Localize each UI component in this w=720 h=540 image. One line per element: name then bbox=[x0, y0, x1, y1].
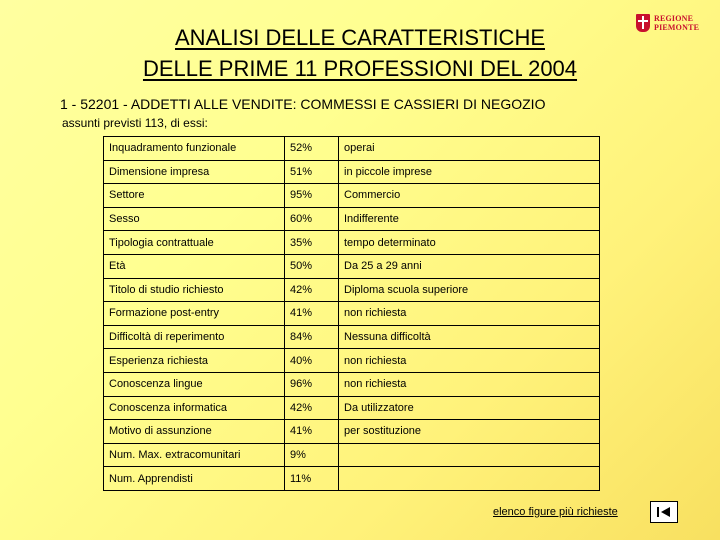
title-line-1: ANALISI DELLE CARATTERISTICHE bbox=[174, 25, 545, 50]
title-line-2: DELLE PRIME 11 PROFESSIONI DEL 2004 bbox=[142, 56, 578, 81]
row-label: Inquadramento funzionale bbox=[104, 137, 285, 161]
row-percent: 41% bbox=[285, 302, 339, 326]
table-row bbox=[104, 467, 600, 491]
row-value: non richiesta bbox=[339, 349, 600, 373]
row-percent: 51% bbox=[285, 160, 339, 184]
row-label: Conoscenza informatica bbox=[104, 396, 285, 420]
logo-text: REGIONE PIEMONTE bbox=[654, 14, 700, 32]
row-value: non richiesta bbox=[339, 302, 600, 326]
row-percent: 60% bbox=[285, 207, 339, 231]
row-value: Diploma scuola superiore bbox=[339, 278, 600, 302]
logo-shield-icon bbox=[636, 14, 650, 32]
first-slide-button[interactable] bbox=[650, 501, 678, 523]
row-label: Formazione post-entry bbox=[104, 302, 285, 326]
table-row bbox=[104, 443, 600, 467]
table-row bbox=[104, 325, 600, 349]
row-percent: 42% bbox=[285, 278, 339, 302]
row-percent: 84% bbox=[285, 325, 339, 349]
row-value: per sostituzione bbox=[339, 420, 600, 444]
row-label: Conoscenza lingue bbox=[104, 372, 285, 396]
row-label: Titolo di studio richiesto bbox=[104, 278, 285, 302]
table-row bbox=[104, 231, 600, 255]
row-label: Tipologia contrattuale bbox=[104, 231, 285, 255]
hires-caption: assunti previsti 113, di essi: bbox=[62, 116, 208, 130]
row-label: Num. Max. extracomunitari bbox=[104, 443, 285, 467]
row-label: Esperienza richiesta bbox=[104, 349, 285, 373]
profession-heading: 1 - 52201 - ADDETTI ALLE VENDITE: COMMESSI E CASSIERI DI NEGOZIO bbox=[60, 96, 546, 112]
table-row bbox=[104, 420, 600, 444]
row-value bbox=[339, 467, 600, 491]
row-label: Settore bbox=[104, 184, 285, 208]
page-title bbox=[60, 22, 660, 84]
row-value: Da 25 a 29 anni bbox=[339, 254, 600, 278]
table-row bbox=[104, 160, 600, 184]
row-value: Commercio bbox=[339, 184, 600, 208]
row-percent: 96% bbox=[285, 372, 339, 396]
figures-list-link[interactable]: elenco figure più richieste bbox=[493, 506, 618, 518]
regione-piemonte-logo bbox=[636, 12, 704, 34]
row-value bbox=[339, 443, 600, 467]
row-value: tempo determinato bbox=[339, 231, 600, 255]
row-label: Età bbox=[104, 254, 285, 278]
row-value: Da utilizzatore bbox=[339, 396, 600, 420]
table-row bbox=[104, 396, 600, 420]
first-slide-icon bbox=[654, 505, 674, 519]
row-percent: 9% bbox=[285, 443, 339, 467]
row-percent: 50% bbox=[285, 254, 339, 278]
row-value: in piccole imprese bbox=[339, 160, 600, 184]
table-row bbox=[104, 372, 600, 396]
row-percent: 41% bbox=[285, 420, 339, 444]
row-value: Nessuna difficoltà bbox=[339, 325, 600, 349]
row-percent: 35% bbox=[285, 231, 339, 255]
row-label: Sesso bbox=[104, 207, 285, 231]
table-row bbox=[104, 349, 600, 373]
row-percent: 42% bbox=[285, 396, 339, 420]
row-percent: 40% bbox=[285, 349, 339, 373]
table-row bbox=[104, 278, 600, 302]
characteristics-table bbox=[103, 136, 600, 491]
row-percent: 11% bbox=[285, 467, 339, 491]
table-row bbox=[104, 254, 600, 278]
row-value: Indifferente bbox=[339, 207, 600, 231]
row-label: Num. Apprendisti bbox=[104, 467, 285, 491]
row-label: Difficoltà di reperimento bbox=[104, 325, 285, 349]
row-value: operai bbox=[339, 137, 600, 161]
table-row bbox=[104, 137, 600, 161]
row-percent: 95% bbox=[285, 184, 339, 208]
table-row bbox=[104, 302, 600, 326]
table-row bbox=[104, 184, 600, 208]
row-label: Dimensione impresa bbox=[104, 160, 285, 184]
row-label: Motivo di assunzione bbox=[104, 420, 285, 444]
row-value: non richiesta bbox=[339, 372, 600, 396]
table-row bbox=[104, 207, 600, 231]
row-percent: 52% bbox=[285, 137, 339, 161]
